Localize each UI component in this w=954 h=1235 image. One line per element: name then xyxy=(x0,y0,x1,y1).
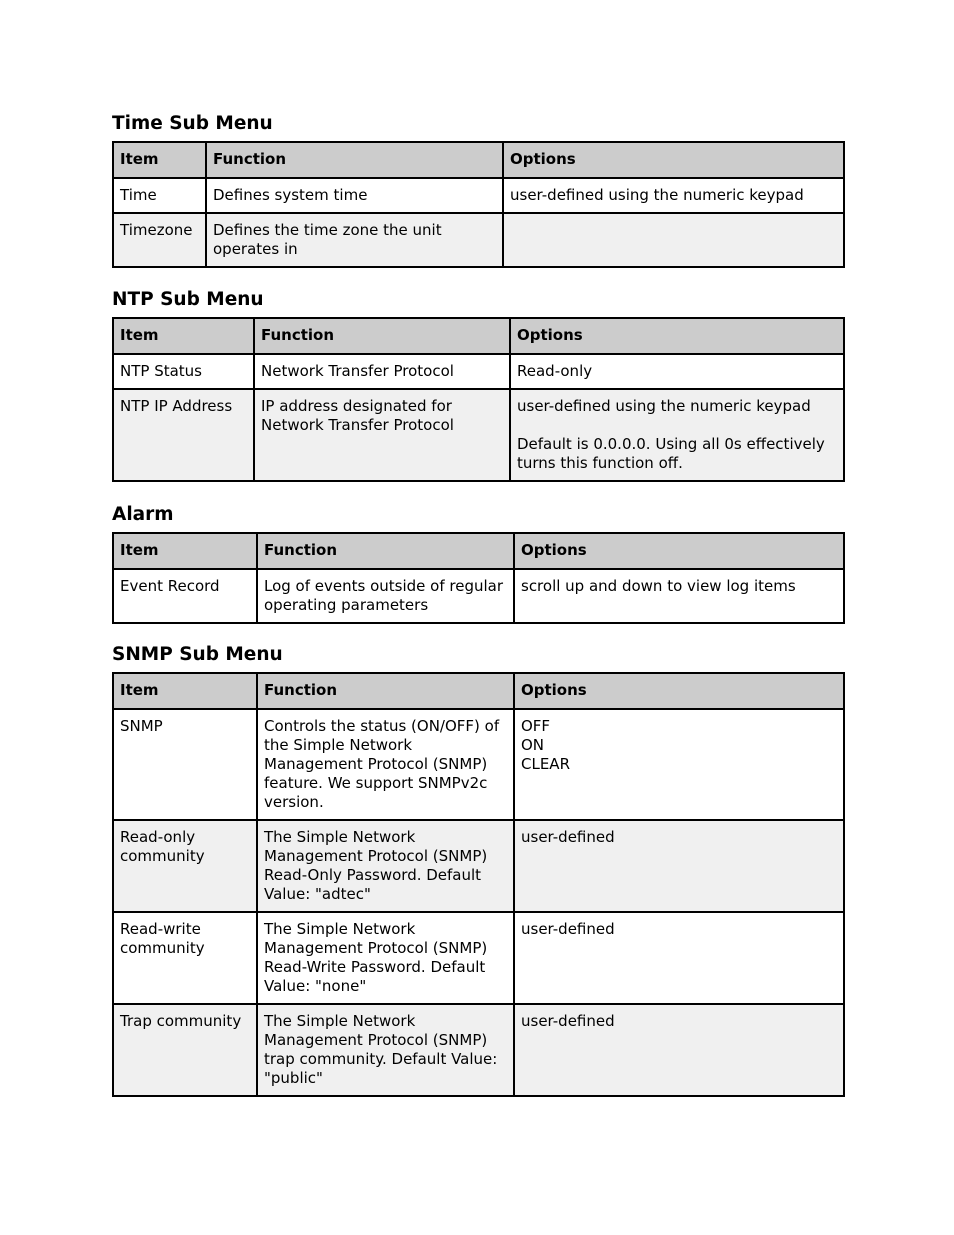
header-options: Options xyxy=(510,318,844,354)
header-item: Item xyxy=(113,673,257,709)
section-ntp-sub-menu xyxy=(112,289,843,482)
table-row xyxy=(113,178,844,213)
cell-options xyxy=(503,213,844,267)
option-line: CLEAR xyxy=(521,755,570,773)
snmp-sub-menu-table xyxy=(112,672,845,1097)
cell-options: user-defined xyxy=(514,820,844,912)
time-sub-menu-table xyxy=(112,141,845,268)
table-header-row xyxy=(113,673,844,709)
section-title: Time Sub Menu xyxy=(112,113,273,134)
header-function: Function xyxy=(257,533,514,569)
cell-function: IP address designated for Network Transfer Protocol xyxy=(254,389,510,481)
cell-options: Read-only xyxy=(510,354,844,389)
option-gap xyxy=(517,416,837,435)
table-row xyxy=(113,912,844,1004)
option-line: OFF xyxy=(521,717,551,735)
cell-function: Controls the status (ON/OFF) of the Simple Network Management Protocol (SNMP) feature. We support SNMPv2c version. xyxy=(257,709,514,820)
table-row xyxy=(113,1004,844,1096)
option-line: ON xyxy=(521,736,545,754)
cell-item: SNMP xyxy=(113,709,257,820)
header-item: Item xyxy=(113,142,206,178)
cell-options: user-defined using the numeric keypad xyxy=(503,178,844,213)
cell-item: Read-write community xyxy=(113,912,257,1004)
section-alarm xyxy=(112,504,843,624)
cell-options xyxy=(510,389,844,481)
alarm-table xyxy=(112,532,845,624)
table-row xyxy=(113,213,844,267)
cell-options: user-defined xyxy=(514,1004,844,1096)
section-title: NTP Sub Menu xyxy=(112,289,264,310)
cell-item: Event Record xyxy=(113,569,257,623)
table-row xyxy=(113,389,844,481)
section-title: SNMP Sub Menu xyxy=(112,644,283,665)
cell-function: Defines system time xyxy=(206,178,503,213)
cell-function: The Simple Network Management Protocol (SNMP) Read-Write Password. Default Value: "none" xyxy=(257,912,514,1004)
table-row xyxy=(113,709,844,820)
section-title: Alarm xyxy=(112,504,174,525)
cell-options: scroll up and down to view log items xyxy=(514,569,844,623)
table-header-row xyxy=(113,533,844,569)
table-row xyxy=(113,820,844,912)
cell-function: Defines the time zone the unit operates in xyxy=(206,213,503,267)
cell-function: The Simple Network Management Protocol (SNMP) Read-Only Password. Default Value: "adtec" xyxy=(257,820,514,912)
cell-item: Trap community xyxy=(113,1004,257,1096)
header-function: Function xyxy=(206,142,503,178)
cell-function: Network Transfer Protocol xyxy=(254,354,510,389)
option-line: user-defined using the numeric keypad xyxy=(517,397,811,415)
header-item: Item xyxy=(113,318,254,354)
header-item: Item xyxy=(113,533,257,569)
table-header-row xyxy=(113,318,844,354)
cell-item: NTP Status xyxy=(113,354,254,389)
cell-options: user-defined xyxy=(514,912,844,1004)
table-row xyxy=(113,569,844,623)
header-options: Options xyxy=(514,533,844,569)
table-row xyxy=(113,354,844,389)
cell-item: Timezone xyxy=(113,213,206,267)
header-options: Options xyxy=(503,142,844,178)
cell-function: Log of events outside of regular operating parameters xyxy=(257,569,514,623)
ntp-sub-menu-table xyxy=(112,317,845,482)
cell-options xyxy=(514,709,844,820)
cell-item: NTP IP Address xyxy=(113,389,254,481)
section-time-sub-menu xyxy=(112,113,843,268)
section-snmp-sub-menu xyxy=(112,644,843,1097)
cell-function: The Simple Network Management Protocol (SNMP) trap community. Default Value: "public" xyxy=(257,1004,514,1096)
header-function: Function xyxy=(257,673,514,709)
cell-item: Time xyxy=(113,178,206,213)
table-header-row xyxy=(113,142,844,178)
option-line: Default is 0.0.0.0. Using all 0s effectively turns this function off. xyxy=(517,435,825,472)
header-function: Function xyxy=(254,318,510,354)
cell-item: Read-only community xyxy=(113,820,257,912)
header-options: Options xyxy=(514,673,844,709)
